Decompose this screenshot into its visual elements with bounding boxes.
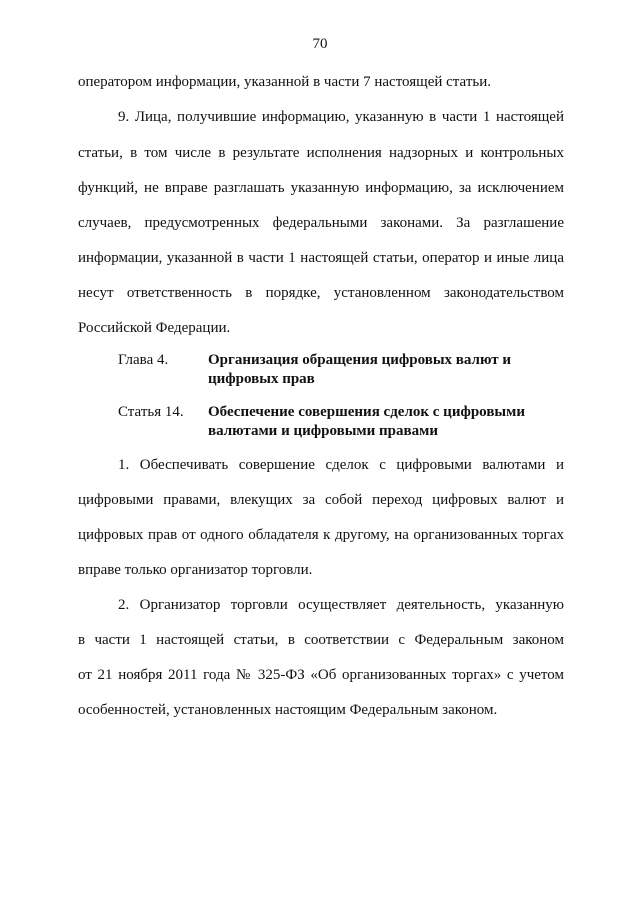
article-title <box>208 403 568 441</box>
text-line: 2. Организатор торговли осуществляет деятельность, указанную <box>118 597 564 613</box>
article-title-line: валютами и цифровыми правами <box>208 423 438 439</box>
chapter-title <box>208 351 568 389</box>
text-line: от 21 ноября 2011 года № 325-ФЗ «Об организованных торгах» с учетом <box>78 667 564 683</box>
text-line: функций, не вправе разглашать указанную информацию, за исключением <box>78 180 564 196</box>
text-line: 1. Обеспечивать совершение сделок с цифровыми валютами и <box>118 457 564 473</box>
text-line: особенностей, установленных настоящим Федеральным законом. <box>78 702 498 718</box>
text-line: оператором информации, указанной в части 7 настоящей статьи. <box>78 74 491 90</box>
chapter-title-line: цифровых прав <box>208 371 315 387</box>
text-line: цифровых прав от одного обладателя к другому, на организованных торгах <box>78 527 564 543</box>
text-line: случаев, предусмотренных федеральными законами. За разглашение <box>78 215 564 231</box>
page-number: 70 <box>312 36 328 52</box>
text-line: информации, указанной в части 1 настоящей статьи, оператор и иные лица <box>78 250 564 266</box>
text-line: статьи, в том числе в результате исполнения надзорных и контрольных <box>78 145 564 161</box>
text-line: в части 1 настоящей статьи, в соответствии с Федеральным законом <box>78 632 564 648</box>
article-label: Статья 14. <box>118 404 184 420</box>
text-line: несут ответственность в порядке, установленном законодательством <box>78 285 564 301</box>
text-line: цифровыми правами, влекущих за собой переход цифровых валют и <box>78 492 564 508</box>
text-line: 9. Лица, получившие информацию, указанную в части 1 настоящей <box>118 109 564 125</box>
text-line: вправе только организатор торговли. <box>78 562 313 578</box>
chapter-label: Глава 4. <box>118 352 169 368</box>
chapter-title-line: Организация обращения цифровых валют и <box>208 352 511 368</box>
article-title-line: Обеспечение совершения сделок с цифровыми <box>208 404 525 420</box>
text-line: Российской Федерации. <box>78 320 231 336</box>
